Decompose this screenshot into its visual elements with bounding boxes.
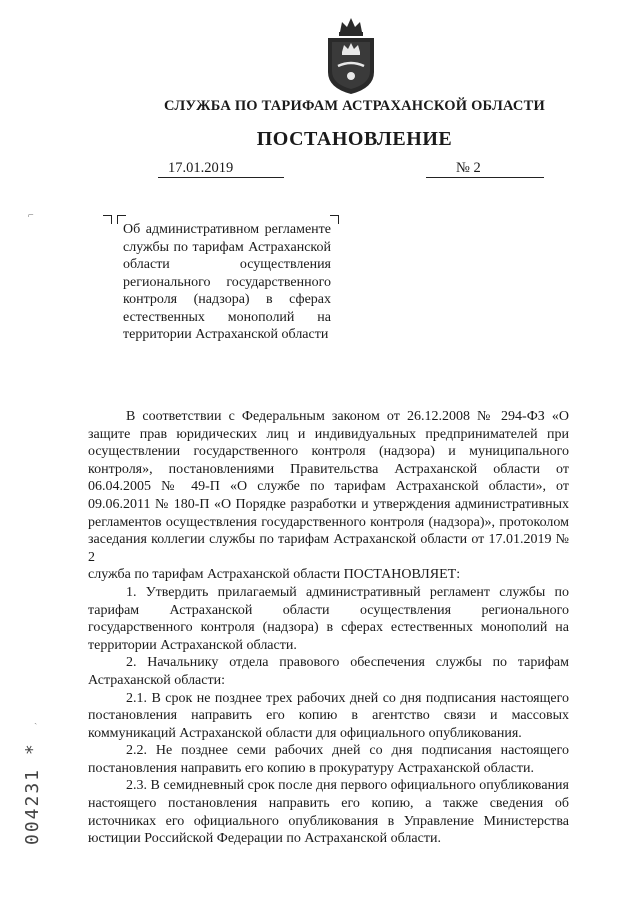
coat-of-arms-icon — [322, 14, 380, 96]
bracket-corner-mark — [103, 215, 112, 224]
resolution-line: служба по тарифам Астраханской области ПОСТАНОВЛЯЕТ: — [88, 567, 461, 583]
margin-serial-stamp: 004231 * — [22, 742, 43, 845]
document-number: № 2 — [426, 158, 544, 178]
list-item: 2. Начальнику отдела правового обеспечения службы по тарифам Астраханской области: — [88, 655, 569, 688]
list-item: 1. Утвердить прилагаемый административный регламент службы по тарифам Астраханской области осуществления регионального государственного контроля (надзора) в сферах естественных монополий на территории Астраханской области. — [88, 584, 569, 653]
scan-artifact-mark: ⌐ — [28, 210, 34, 221]
list-item: 2.1. В срок не позднее трех рабочих дней со дня подписания настоящего постановления направить его копию в агентство связи и массовых коммуникаций Астраханской области для официального опубликования. — [88, 690, 569, 741]
document-type-title: ПОСТАНОВЛЕНИЕ — [256, 128, 453, 150]
list-item: 2.2. Не позднее семи рабочих дней со дня подписания настоящего постановления направить его копию в прокуратуру Астраханской области. — [88, 743, 569, 776]
list-item: 2.3. В семидневный срок после дня первого официального опубликования настоящего постановления направить его копию, а также сведения об источниках его официального опубликования в Управление Министерства юстиции Российской Федерации по Астраханской области. — [88, 778, 569, 847]
scan-artifact-mark: ˎ — [34, 714, 38, 725]
document-body — [88, 408, 569, 848]
organization-name: СЛУЖБА ПО ТАРИФАМ АСТРАХАНСКОЙ ОБЛАСТИ — [164, 98, 545, 114]
document-subject: Об административном регламенте службы по тарифам Астраханской области осуществления регионального государственного контроля (надзора) в сферах естественных монополий на территории Астраханской области — [123, 222, 331, 342]
document-date: 17.01.2019 — [158, 158, 284, 178]
bracket-corner-mark — [330, 215, 339, 224]
preamble-paragraph: В соответствии с Федеральным законом от 26.12.2008 № 294-ФЗ «О защите прав юридических лиц и индивидуальных предпринимателей при осуществлении государственного контроля (надзора) и муниципального контроля», постановлениями Правительства Астраханской области от 06.04.2005 № 49-П «О службе по тарифам Астраханской области», от 09.06.2011 № 180-П «О Порядке разработки и утверждения административных регламентов осуществления государственного контроля (надзора)», протоколом заседания коллегии службы по тарифам Астраханской области от 17.01.2019 № 2 — [88, 409, 569, 565]
